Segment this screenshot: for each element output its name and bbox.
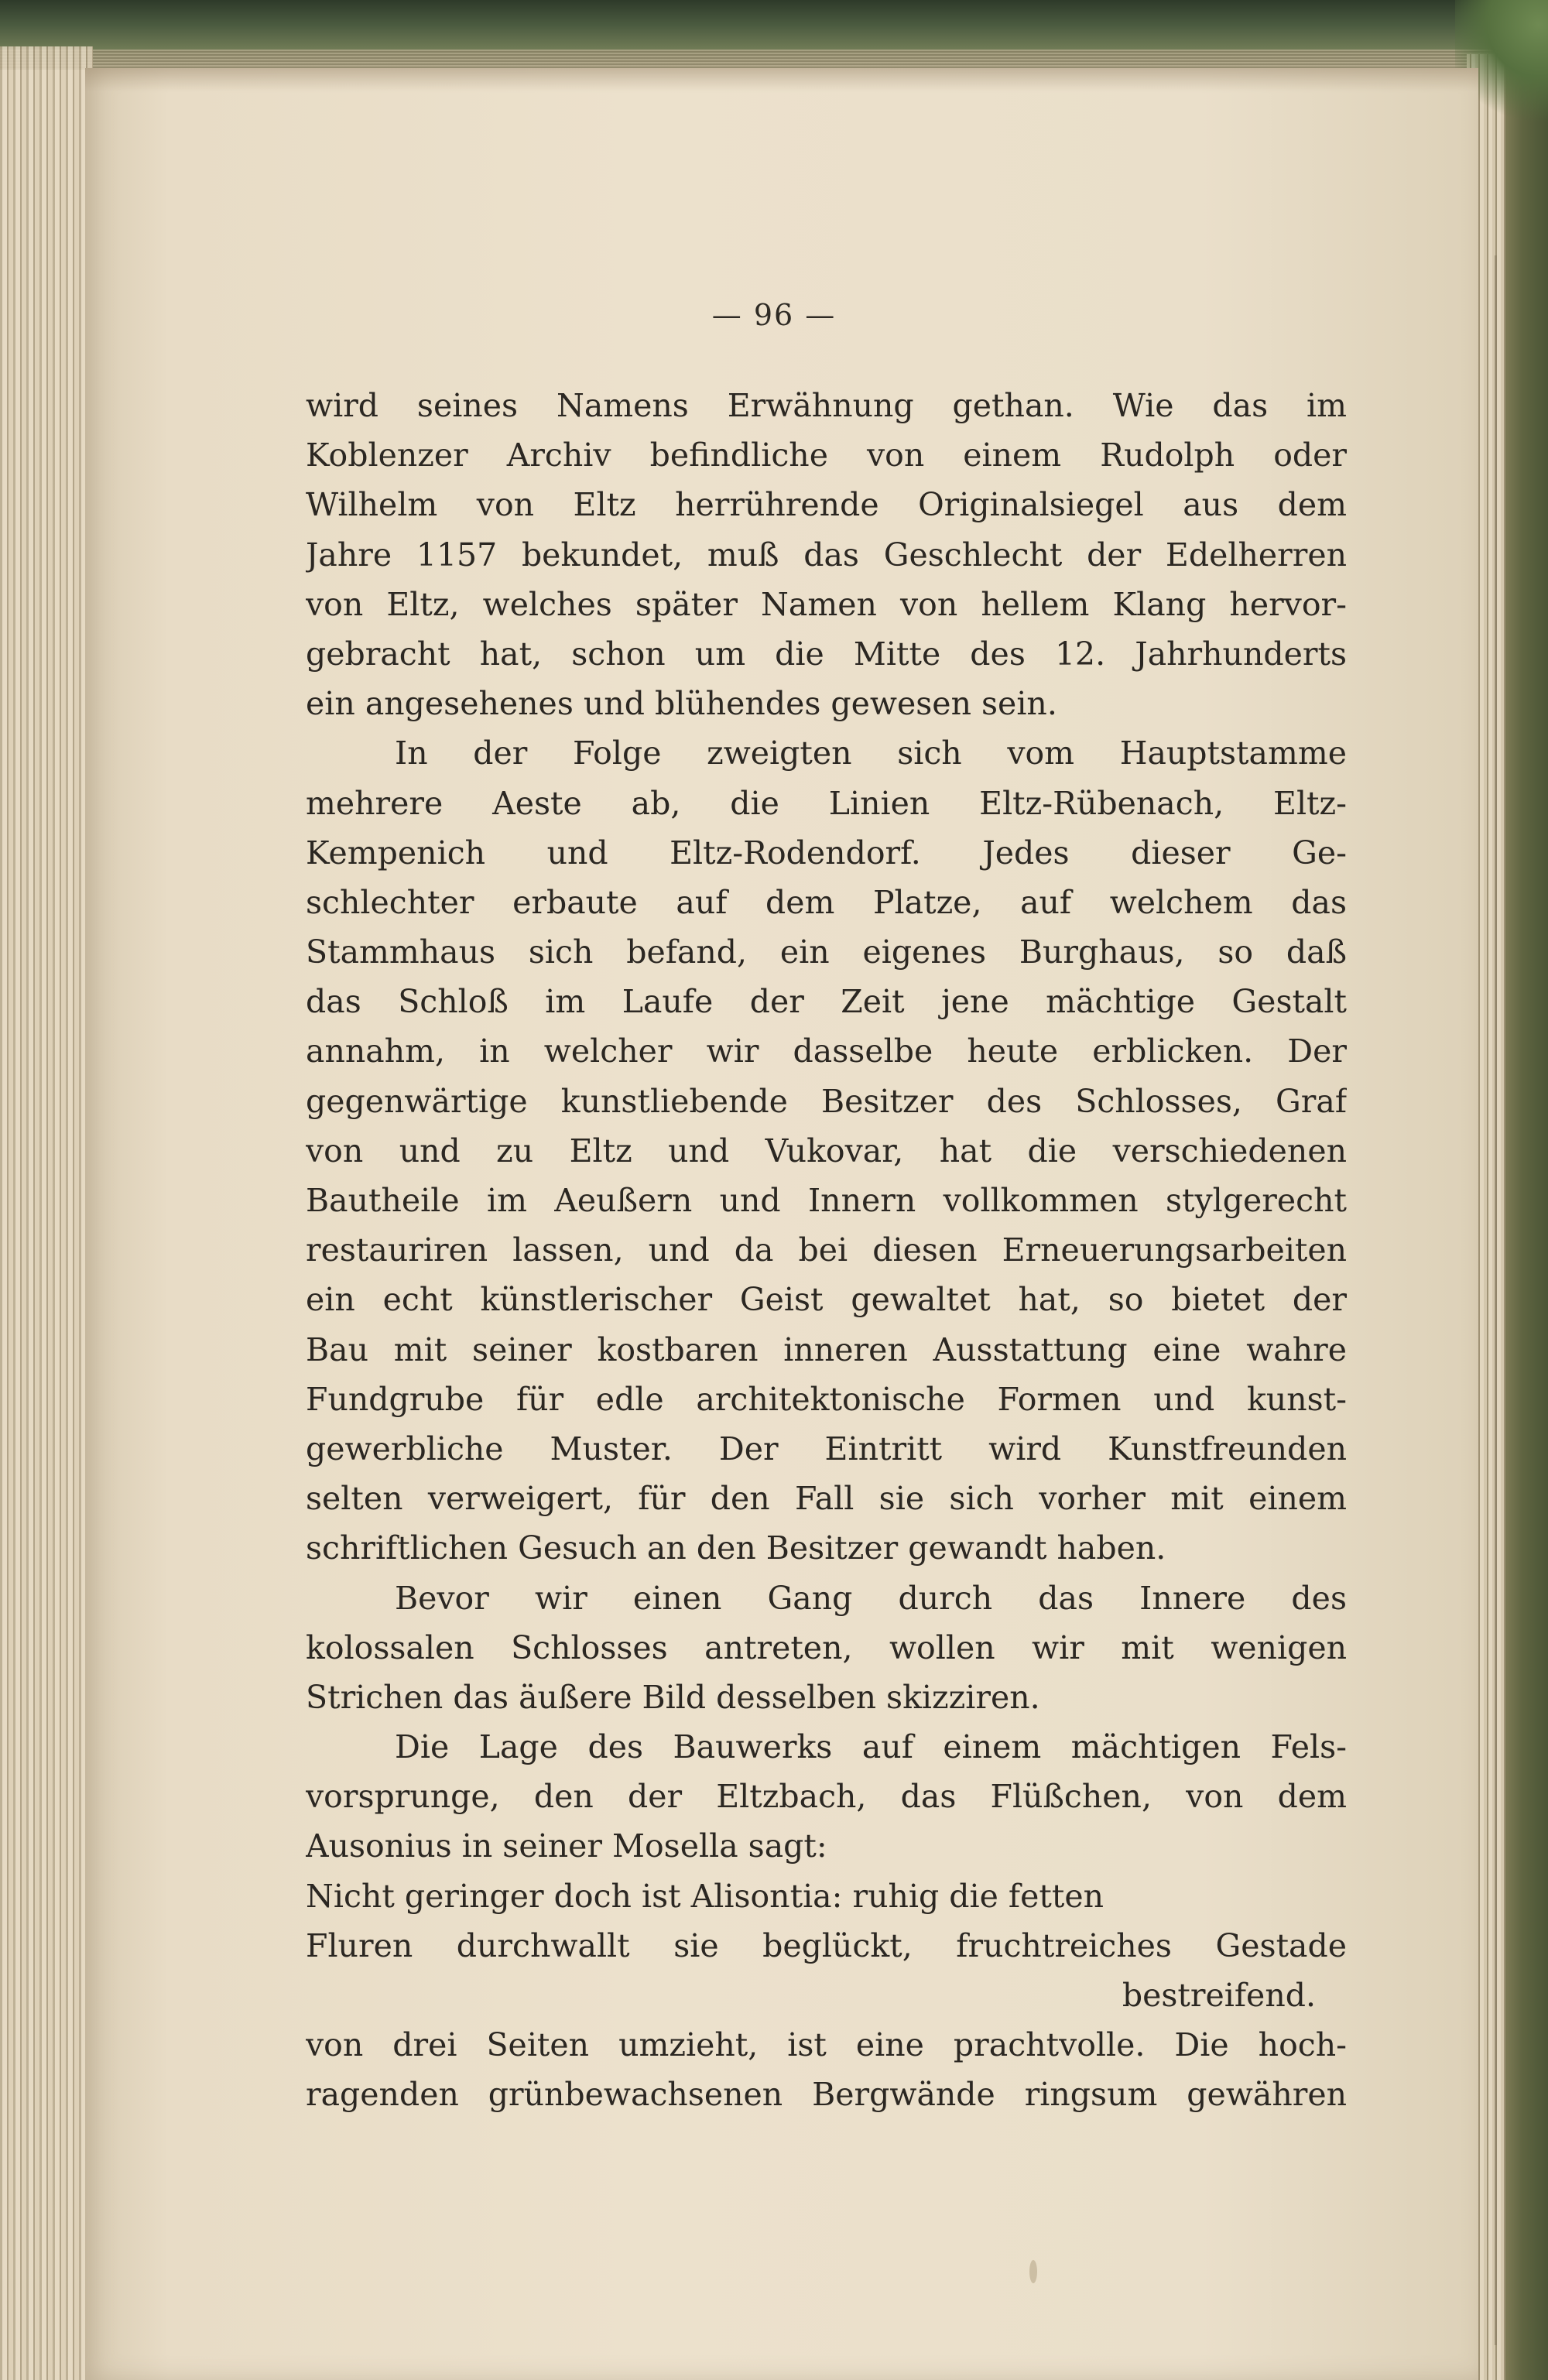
text-line: Strichen das äußere Bild desselben skizziren. [306,1678,1040,1716]
text-line: ein angesehenes und blühendes gewesen sein. [306,685,1057,723]
page-edge-line [1495,255,1497,2345]
text-line: Kempenich und Eltz-Rodendorf. Jedes dieser Ge- [306,834,1347,872]
text-line: gebracht hat, schon um die Mitte des 12. Jahrhunderts [306,635,1347,673]
text-line: In der Folge zweigten sich vom Hauptstamme [395,735,1347,772]
text-line: kolossalen Schlosses antreten, wollen wir mit wenigen [306,1628,1347,1666]
text-line: vorsprunge, den der Eltzbach, das Flüßchen, von dem [306,1778,1347,1816]
paper-smudge [1029,2260,1037,2283]
text-line: schriftlichen Gesuch an den Besitzer gewandt haben. [306,1529,1166,1567]
text-line: Koblenzer Archiv befindliche von einem Rudolph oder [306,437,1347,474]
text-line: schlechter erbaute auf dem Platze, auf welchem das [306,883,1347,921]
text-line: annahm, in welcher wir dasselbe heute erblicken. Der [306,1032,1347,1070]
text-line: selten verweigert, für den Fall sie sich vorher mit einem [306,1480,1347,1518]
text-line: Fundgrube für edle architektonische Formen und kunst- [306,1380,1347,1418]
text-line: Stammhaus sich befand, ein eigenes Burghaus, so daß [306,933,1347,971]
text-line: ragenden grünbewachsenen Bergwände ringsum gewähren [306,2076,1347,2114]
text-line: restauriren lassen, und da bei diesen Erneuerungsarbeiten [306,1231,1347,1269]
text-line: Wilhelm von Eltz herrührende Originalsiegel aus dem [306,486,1347,524]
text-line: mehrere Aeste ab, die Linien Eltz-Rübenach, Eltz- [306,784,1347,822]
text-line: Bautheile im Aeußern und Innern vollkommen stylgerecht [306,1182,1347,1219]
text-line: von Eltz, welches später Namen von hellem Klang hervor- [306,585,1347,623]
text-line: Bevor wir einen Gang durch das Innere des [395,1579,1347,1617]
verse-line: Nicht geringer doch ist Alisontia: ruhig die fetten [306,1877,1104,1915]
text-line: von drei Seiten umzieht, ist eine prachtvolle. Die hoch- [306,2026,1347,2064]
page-body-text [306,381,1347,2120]
text-line: Jahre 1157 bekundet, muß das Geschlecht der Edelherren [306,536,1347,574]
text-line: Bau mit seiner kostbaren inneren Ausstattung eine wahre [306,1330,1347,1368]
book-cover-top-edge [0,0,1548,70]
text-line: Die Lage des Bauwerks auf einem mächtigen Fels- [395,1728,1347,1766]
text-line: gegenwärtige kunstliebende Besitzer des Schlosses, Graf [306,1082,1347,1120]
page-number: — 96 — [711,298,837,332]
verse-line: Fluren durchwallt sie beglückt, fruchtreiches Gestade [306,1926,1347,1964]
text-line: Ausonius in seiner Mosella sagt: [306,1827,827,1865]
text-line: das Schloß im Laufe der Zeit jene mächtige Gestalt [306,983,1347,1021]
left-page-stack [0,46,93,2380]
text-line: gewerbliche Muster. Der Eintritt wird Kunstfreunden [306,1430,1347,1467]
text-line: wird seines Namens Erwähnung gethan. Wie das im [306,387,1347,424]
book-cover-right-edge [1505,0,1548,2380]
text-line: ein echt künstlerischer Geist gewaltet hat, so bietet der [306,1281,1347,1319]
text-line: von und zu Eltz und Vukovar, hat die verschiedenen [306,1132,1347,1169]
verse-line-continuation: bestreifend. [1122,1977,1316,2014]
